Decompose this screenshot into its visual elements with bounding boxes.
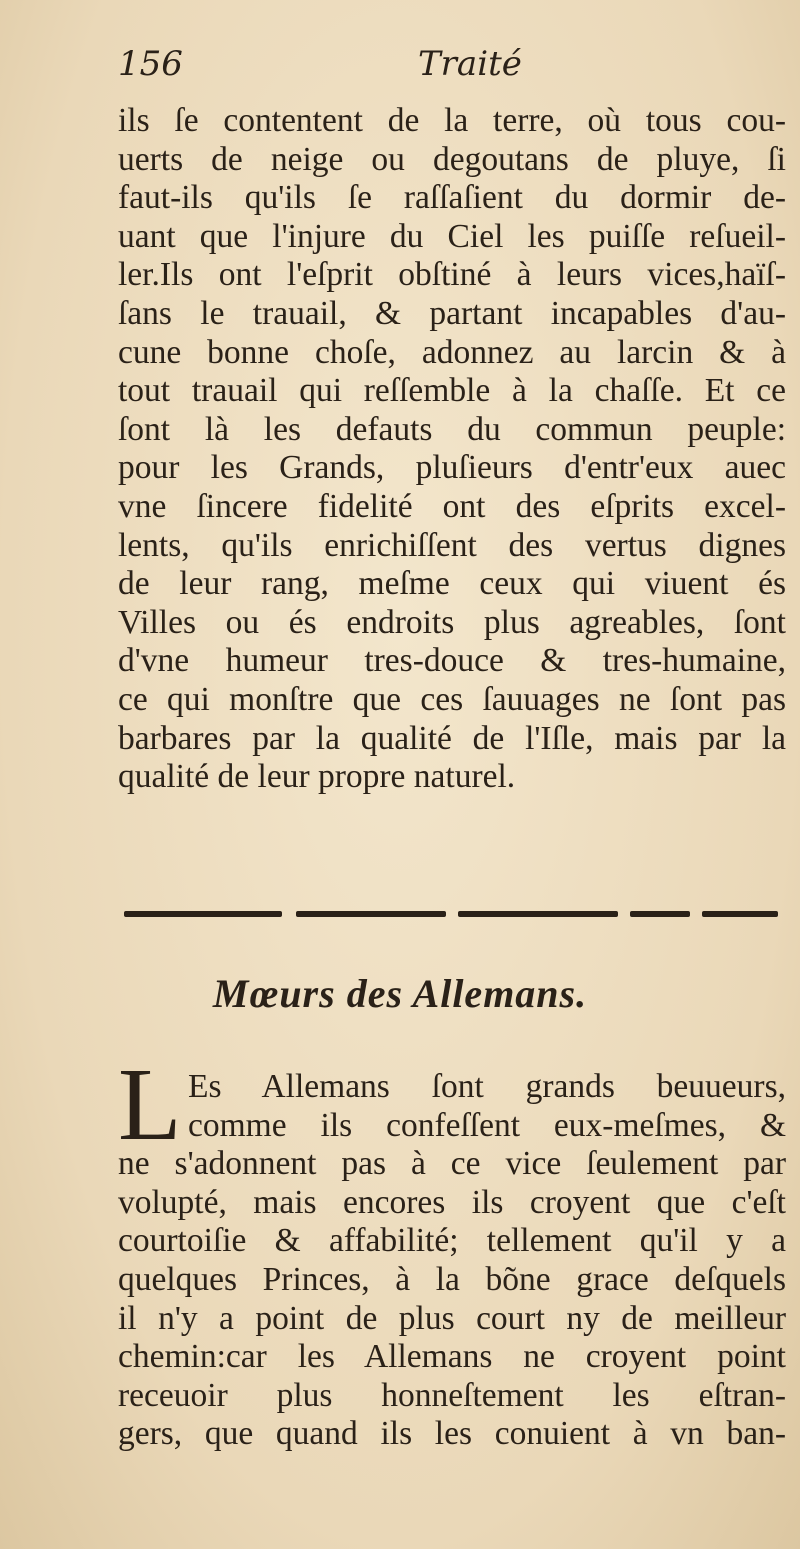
paragraph-continued — [118, 102, 786, 797]
section-heading: Mœurs des Allemans. — [212, 971, 588, 1016]
text-line: faut-ils qu'ils ſe raſſaſient du dormir de- — [118, 179, 786, 217]
drop-cap: L — [118, 1047, 182, 1162]
paragraph-allemans — [118, 1068, 786, 1454]
text-line: volupté, mais encores ils croyent que c'eſt — [118, 1183, 786, 1221]
text-line: ne s'adonnent pas à ce vice ſeulement par — [118, 1145, 786, 1183]
text-line: il n'y a point de plus court ny de meilleur — [118, 1299, 786, 1337]
rule-segment — [702, 911, 778, 917]
text-line: comme ils confeſſent eux-meſmes, & — [188, 1106, 786, 1144]
rule-segment — [630, 911, 690, 917]
text-line: pour les Grands, pluſieurs d'entr'eux auec — [118, 449, 786, 487]
text-line: Villes ou és endroits plus agreables, ſont — [118, 603, 786, 641]
rule-segment — [124, 911, 282, 917]
rule-segment — [458, 911, 618, 917]
running-header — [118, 44, 778, 94]
text-line: Es Allemans ſont grands beuueurs, — [188, 1068, 786, 1105]
text-line: chemin:car les Allemans ne croyent point — [118, 1338, 786, 1376]
text-line: ler.Ils ont l'eſprit obſtiné à leurs vices,haïſ- — [118, 256, 786, 294]
text-line: barbares par la qualité de l'Iſle, mais par la — [118, 719, 786, 757]
running-title: Traité — [418, 44, 522, 84]
text-line: ſont là les defauts du commun peuple: — [118, 410, 786, 448]
text-line: lents, qu'ils enrichiſſent des vertus dignes — [118, 526, 786, 564]
rule-segment — [296, 911, 446, 917]
text-line: quelques Princes, à la bõne grace deſquels — [118, 1260, 786, 1298]
ornamental-rule — [124, 909, 778, 919]
page-number: 156 — [118, 44, 183, 84]
text-line: cune bonne choſe, adonnez au larcin & à — [118, 333, 786, 371]
text-line: ſans le trauail, & partant incapables d'au- — [118, 294, 786, 332]
text-line: courtoiſie & affabilité; tellement qu'il y a — [118, 1222, 786, 1260]
text-line: qualité de leur propre naturel. — [118, 758, 516, 796]
text-line: d'vne humeur tres-douce & tres-humaine, — [118, 642, 786, 680]
text-line: gers, que quand ils les conuient à vn ban- — [118, 1415, 786, 1453]
text-line: de leur rang, meſme ceux qui viuent és — [118, 565, 786, 603]
text-line: uant que l'injure du Ciel les puiſſe reſueil- — [118, 217, 786, 255]
text-line: tout trauail qui reſſemble à la chaſſe. Et ce — [118, 372, 786, 410]
text-line: uerts de neige ou degoutans de pluye, ſi — [118, 140, 786, 178]
text-line: ce qui monſtre que ces ſauuages ne ſont pas — [118, 680, 786, 718]
text-line: vne ſincere fidelité ont des eſprits excel- — [118, 487, 786, 525]
text-line: ils ſe contentent de la terre, où tous cou- — [118, 102, 786, 139]
text-line: receuoir plus honneſtement les eſtran- — [118, 1376, 786, 1414]
